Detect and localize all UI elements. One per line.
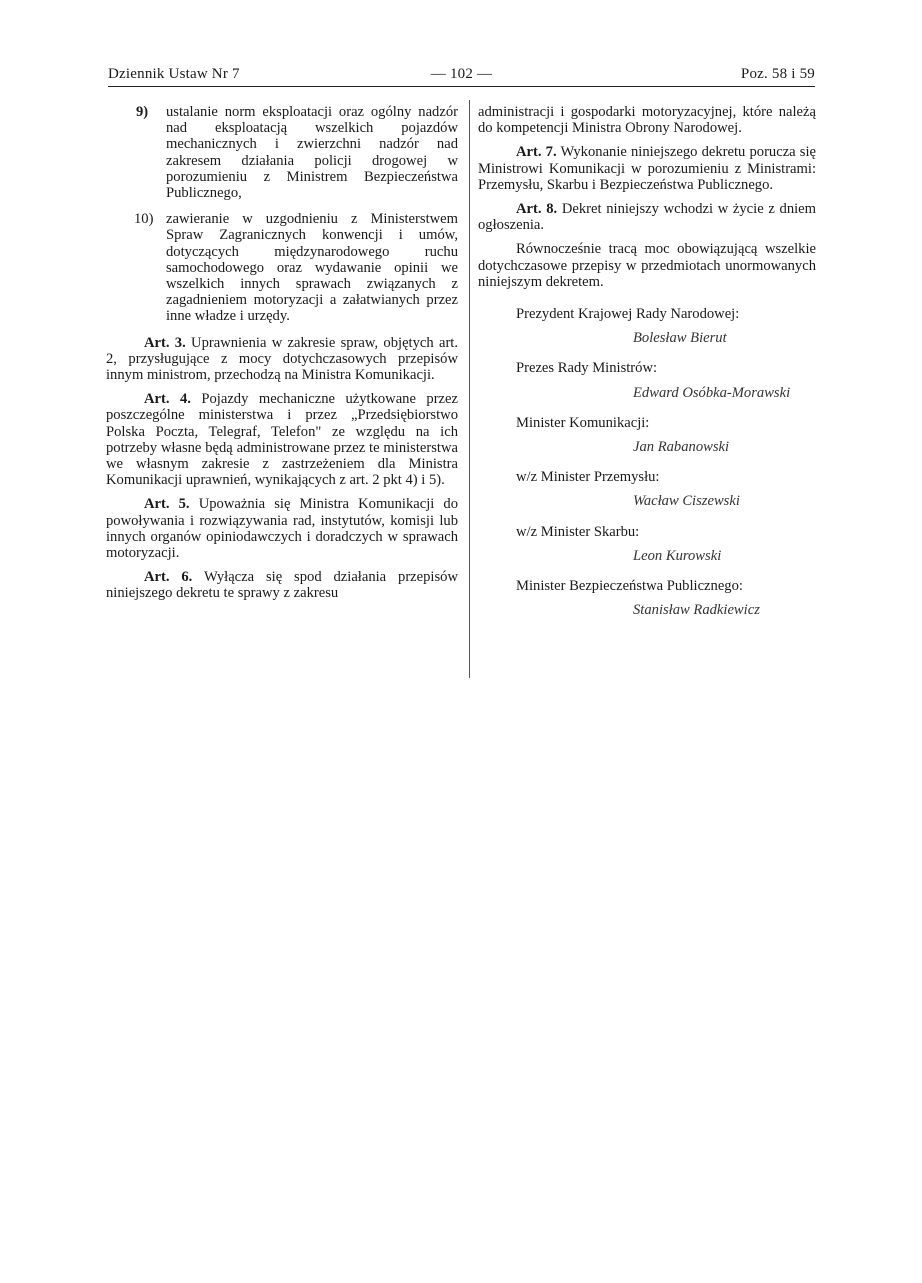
position-number: Poz. 58 i 59 (740, 66, 815, 82)
journal-title: Dziennik Ustaw Nr 7 (108, 66, 240, 82)
signature-name: Jan Rabanowski (633, 439, 730, 456)
item-number: 9) (136, 104, 149, 120)
signature-role: w/z Minister Skarbu: (516, 523, 640, 540)
left-column (106, 104, 458, 610)
item-text: ustalanie norm eksploatacji oraz ogólny nadzór nad eksploatacją wszelkich pojazdów mechanicznych i zwierzchni nadzór nad zakresem działania policji drogowej w porozumieniu z Ministrem Bezpieczeństwa Publicznego, (166, 104, 458, 202)
article-4 (106, 391, 458, 488)
article-label: Art. 7. (516, 144, 557, 161)
signature-name: Leon Kurowski (633, 547, 722, 564)
signature-name: Edward Osóbka-Morawski (633, 384, 791, 401)
article-7 (478, 144, 816, 193)
article-label: Art. 8. (516, 201, 558, 218)
signature-role: Prezes Rady Ministrów: (516, 360, 658, 377)
signature-role: Prezydent Krajowej Rady Narodowej: (516, 306, 740, 323)
signature-role: w/z Minister Przemysłu: (516, 469, 660, 486)
article-text: Dekret niniejszy wchodzi w życie z dniem ogłoszenia. (478, 201, 816, 234)
article-5 (106, 496, 458, 561)
article-label: Art. 5. (144, 496, 190, 513)
page-header (108, 64, 815, 87)
article-label: Art. 4. (144, 391, 191, 408)
signature-role: Minister Bezpieczeństwa Publicznego: (516, 578, 743, 595)
column-divider (469, 100, 470, 678)
article-text: Upoważnia się Ministra Komunikacji do powoływania i rozwiązywania rad, instytutów, komisji lub innych organów opiniodawczych i doradczych w sprawach motoryzacji. (106, 496, 458, 562)
signature-name: Bolesław Bierut (633, 330, 727, 347)
final-provision: Równocześnie tracą moc obowiązującą wszelkie dotychczasowe przepisy w przedmiotach unormowanych niniejszym dekretem. (478, 241, 816, 290)
article-8 (478, 201, 816, 233)
item-text: zawieranie w uzgodnieniu z Ministerstwem Spraw Zagranicznych konwencji i umów, dotyczących międzynarodowego ruchu samochodowego oraz wydawanie opinii we wszelkich innych sprawach związanych z zagadnieniem motoryzacji a załatwianych przez inne władze i urzędy. (166, 211, 458, 325)
article-text: Uprawnienia w zakresie spraw, objętych art. 2, przysługujące z mocy dotychczasowych przepisów innym ministrom, przechodzą na Ministra Komunikacji. (106, 334, 459, 384)
article-text: Wykonanie niniejszego dekretu porucza się Ministrowi Komunikacji w porozumieniu z Ministrami: Przemysłu, Skarbu i Bezpieczeństwa Publicznego. (478, 144, 817, 193)
list-item-9 (106, 104, 458, 201)
item-number: 10) (134, 211, 154, 228)
article-label: Art. 6. (144, 569, 193, 586)
list-item-10 (106, 211, 458, 324)
article-text: Wyłącza się spod działania przepisów niniejszego dekretu te sprawy z zakresu (106, 569, 458, 602)
right-column (478, 104, 816, 618)
article-label: Art. 3. (144, 334, 186, 351)
article-3 (106, 335, 458, 384)
article-6-continued: administracji i gospodarki motoryzacyjnej, które należą do kompetencji Ministra Obrony Narodowej. (478, 104, 816, 137)
article-text: Pojazdy mechaniczne użytkowane przez poszczególne ministerstwa i przez „Przedsiębiorstwo Polska Poczta, Telegraf, Telefon" ze względu na ich potrzeby własne będą administrowane przez te ministerstwa we własnym zakresie z zastrzeżeniem dla Ministra Komunikacji uprawnień, wynikających z art. 2 pkt 4) i 5). (106, 391, 458, 489)
article-6 (106, 569, 458, 601)
signature-role: Minister Komunikacji: (516, 414, 650, 431)
signature-name: Stanisław Radkiewicz (633, 602, 760, 619)
signatures (478, 306, 816, 618)
signature-name: Wacław Ciszewski (633, 493, 740, 510)
page-number: — 102 — (430, 66, 493, 82)
